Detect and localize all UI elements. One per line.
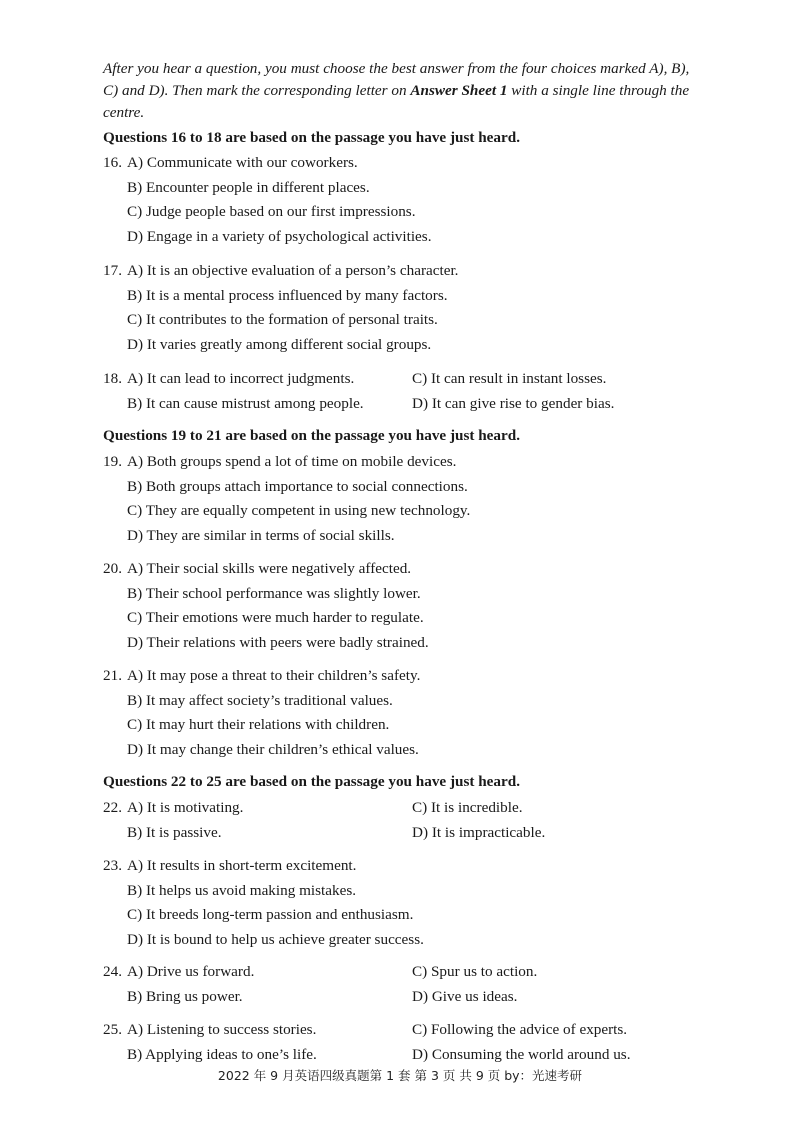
option-c[interactable]: C) Their emotions were much harder to regulate. (127, 609, 424, 626)
option-b[interactable]: B) It is a mental process influenced by many factors. (127, 286, 448, 304)
option-c[interactable]: C) Judge people based on our first impressions. (127, 203, 416, 220)
question-19 (103, 451, 703, 549)
option-a[interactable]: A) It may pose a threat to their children’s safety. (127, 667, 421, 684)
section-heading-16-18: Questions 16 to 18 are based on the passage you have just heard. (103, 129, 520, 146)
option-b[interactable]: B) Applying ideas to one’s life. (127, 1045, 317, 1063)
question-number: 17. (103, 262, 122, 279)
instructions-text-end: with a single line through the centre. (103, 82, 690, 121)
instructions (103, 58, 703, 124)
question-number: 18. (103, 370, 122, 387)
option-a[interactable]: A) Listening to success stories. (127, 1021, 317, 1038)
question-18 (103, 368, 703, 417)
question-number: 22. (103, 799, 122, 816)
question-16 (103, 152, 703, 250)
option-d[interactable]: D) They are similar in terms of social skills. (127, 526, 395, 544)
question-24 (103, 961, 703, 1010)
option-c[interactable]: C) It contributes to the formation of personal traits. (127, 311, 438, 328)
page-footer: 2022 年 9 月英语四级真题第 1 套 第 3 页 共 9 页 by：光速考研 (217, 1068, 583, 1083)
question-number: 19. (103, 453, 122, 470)
question-17 (103, 260, 703, 358)
option-b[interactable]: B) Their school performance was slightly lower. (127, 584, 421, 602)
question-number: 16. (103, 154, 122, 171)
option-c[interactable]: C) Following the advice of experts. (412, 1021, 628, 1038)
option-d[interactable]: D) It may change their children’s ethical values. (127, 740, 419, 758)
option-d[interactable]: D) Their relations with peers were badly strained. (127, 633, 429, 651)
option-b[interactable]: B) Both groups attach importance to social connections. (127, 477, 468, 495)
option-c[interactable]: C) It may hurt their relations with children. (127, 716, 390, 733)
option-d[interactable]: D) Engage in a variety of psychological activities. (127, 227, 432, 245)
option-b[interactable]: B) It can cause mistrust among people. (127, 394, 364, 412)
section-heading-22-25: Questions 22 to 25 are based on the passage you have just heard. (103, 773, 520, 790)
option-a[interactable]: A) It is an objective evaluation of a person’s character. (127, 262, 459, 279)
instructions-text: After you hear a question, you must choose the best answer from the four choices marked A), B), C) and D). Then mark the corresponding letter on (103, 60, 690, 99)
option-a[interactable]: A) It results in short-term excitement. (127, 857, 357, 874)
option-b[interactable]: B) Encounter people in different places. (127, 178, 370, 196)
question-number: 25. (103, 1021, 122, 1038)
option-b[interactable]: B) It may affect society’s traditional values. (127, 691, 393, 709)
option-d[interactable]: D) It can give rise to gender bias. (412, 394, 615, 412)
option-c[interactable]: C) Spur us to action. (412, 963, 538, 980)
option-a[interactable]: A) Communicate with our coworkers. (127, 154, 358, 171)
question-number: 21. (103, 667, 122, 684)
option-b[interactable]: B) Bring us power. (127, 987, 243, 1005)
question-25 (103, 1019, 703, 1068)
option-c[interactable]: C) It can result in instant losses. (412, 370, 607, 387)
answer-sheet-label: Answer Sheet 1 (410, 82, 508, 99)
option-a[interactable]: A) It is motivating. (127, 799, 244, 816)
option-c[interactable]: C) They are equally competent in using new technology. (127, 502, 471, 519)
question-22 (103, 797, 703, 846)
option-c[interactable]: C) It breeds long-term passion and enthusiasm. (127, 906, 414, 923)
question-number: 23. (103, 857, 122, 874)
section-heading-19-21: Questions 19 to 21 are based on the passage you have just heard. (103, 427, 520, 444)
option-d[interactable]: D) Consuming the world around us. (412, 1045, 631, 1063)
option-d[interactable]: D) It varies greatly among different social groups. (127, 335, 432, 353)
option-a[interactable]: A) Both groups spend a lot of time on mobile devices. (127, 453, 457, 470)
question-number: 20. (103, 560, 122, 577)
question-20 (103, 558, 703, 656)
option-a[interactable]: A) Drive us forward. (127, 963, 255, 980)
option-c[interactable]: C) It is incredible. (412, 799, 523, 816)
option-a[interactable]: A) Their social skills were negatively affected. (127, 560, 412, 577)
question-23 (103, 855, 703, 953)
question-21 (103, 665, 703, 763)
option-b[interactable]: B) It helps us avoid making mistakes. (127, 881, 357, 899)
option-a[interactable]: A) It can lead to incorrect judgments. (127, 370, 355, 387)
option-d[interactable]: D) It is bound to help us achieve greater success. (127, 930, 424, 948)
option-b[interactable]: B) It is passive. (127, 823, 222, 841)
question-number: 24. (103, 963, 122, 980)
option-d[interactable]: D) Give us ideas. (412, 987, 518, 1005)
option-d[interactable]: D) It is impracticable. (412, 823, 546, 841)
